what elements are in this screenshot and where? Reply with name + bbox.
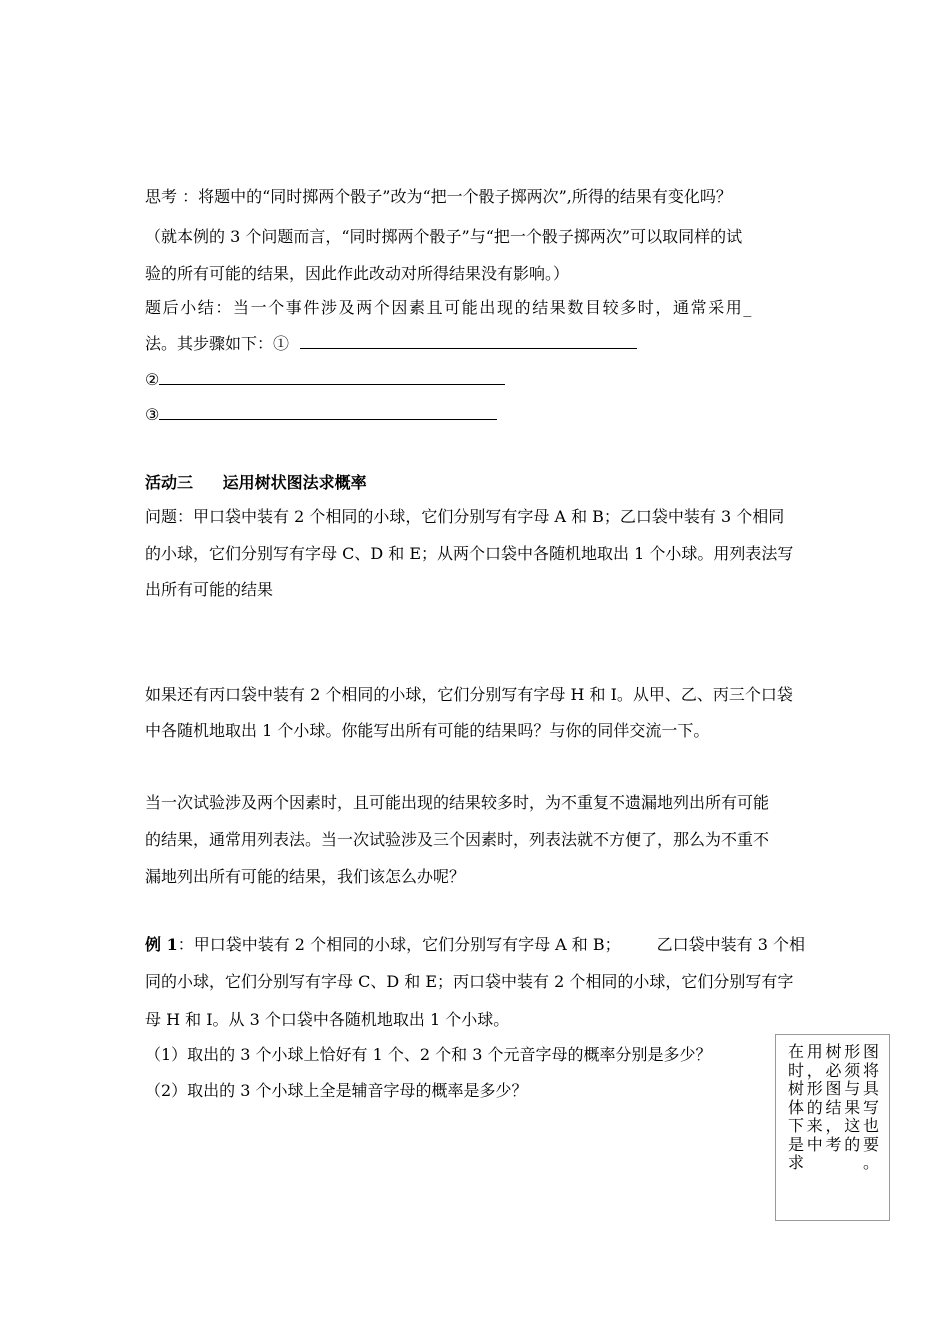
activity3-heading (145, 473, 367, 493)
example1-question-2: （2）取出的 3 个小球上全是辅音字母的概率是多少？ (145, 1081, 528, 1100)
example1-text-a: ：甲口袋中装有 2 个相同的小球，它们分别写有字母 A 和 B； (177, 935, 621, 954)
think-answer-line-1: （就本例的 3 个问题而言，“同时掷两个骰子”与“把一个骰子掷两次”可以取同样的试 (145, 227, 743, 246)
step-1-blank[interactable] (300, 334, 637, 349)
activity3-number: 活动三 (145, 473, 194, 492)
example1-label: 例 1 (145, 935, 178, 954)
side-note-box (775, 1034, 890, 1221)
example1-line-3: 母 H 和 I。从 3 个口袋中各随机地取出 1 个小球。 (145, 1010, 510, 1029)
activity3-extend-line-2: 中各随机地取出 1 个小球。你能写出所有可能的结果吗？与你的同伴交流一下。 (145, 721, 710, 740)
activity3-reason-line-1: 当一次试验涉及两个因素时，且可能出现的结果较多时，为不重复不遗漏地列出所有可能 (145, 793, 770, 812)
side-note-text: 在用树形图时，必须将树形图与具体的结果写下来，这也是中考的要求。 (788, 1042, 879, 1172)
summary-step-2-label: ② (145, 370, 160, 389)
think-question: 思考 ：将题中的“同时掷两个骰子”改为“把一个骰子掷两次”,所得的结果有变化吗？ (145, 187, 732, 206)
summary-step-1-label: 法。其步骤如下：① (145, 334, 290, 353)
summary-step-3-label: ③ (145, 405, 160, 424)
summary-line-1: 题后小结：当一个事件涉及两个因素且可能出现的结果数目较多时，通常采用_ (145, 298, 754, 317)
activity3-problem-line-2: 的小球，它们分别写有字母 C、D 和 E；从两个口袋中各随机地取出 1 个小球。用列表法写 (145, 544, 794, 563)
summary-step-2 (145, 370, 505, 390)
example1-text-b: 乙口袋中装有 3 个相 (656, 935, 806, 954)
activity3-reason-line-2: 的结果，通常用列表法。当一次试验涉及三个因素时，列表法就不方便了，那么为不重不 (145, 830, 770, 849)
activity3-problem-line-3: 出所有可能的结果 (145, 580, 274, 599)
activity3-title: 运用树状图法求概率 (222, 473, 367, 492)
example1-line-1 (145, 935, 805, 955)
activity3-reason-line-3: 漏地列出所有可能的结果，我们该怎么办呢？ (145, 867, 466, 886)
step-2-blank[interactable] (159, 370, 505, 385)
activity3-extend-line-1: 如果还有丙口袋中装有 2 个相同的小球，它们分别写有字母 H 和 I。从甲、乙、丙三个口袋 (145, 685, 793, 704)
activity3-problem-line-1: 问题：甲口袋中装有 2 个相同的小球，它们分别写有字母 A 和 B；乙口袋中装有 3 个相同 (145, 507, 785, 526)
example1-line-2: 同的小球，它们分别写有字母 C、D 和 E；丙口袋中装有 2 个相同的小球，它们分别写有字 (145, 972, 794, 991)
summary-step-3 (145, 405, 497, 425)
summary-line-2 (145, 334, 637, 354)
example1-question-1: （1）取出的 3 个小球上恰好有 1 个、2 个和 3 个元音字母的概率分别是多少？ (145, 1045, 712, 1064)
think-answer-line-2: 验的所有可能的结果，因此作此改动对所得结果没有影响。） (145, 264, 570, 283)
step-3-blank[interactable] (159, 405, 497, 420)
